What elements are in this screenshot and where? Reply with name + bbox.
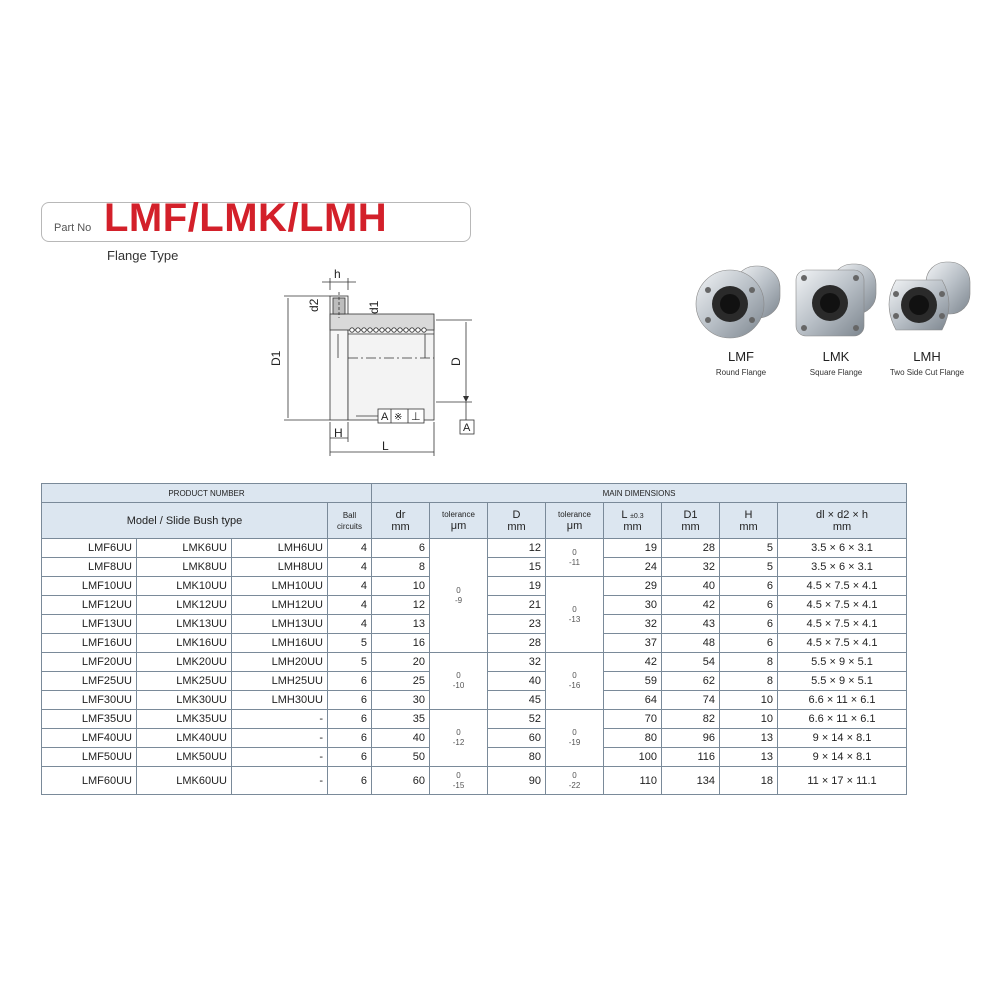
col-L-unit: mm xyxy=(623,520,642,533)
tol-upper: 0 xyxy=(456,671,461,680)
tol-lower: -12 xyxy=(452,738,465,747)
col-L xyxy=(604,503,662,539)
cell-D: 23 xyxy=(488,615,546,634)
cell-bolt-hole: 5.5 × 9 × 5.1 xyxy=(778,672,907,691)
cell-L: 24 xyxy=(604,558,662,577)
tol-upper: 0 xyxy=(572,671,577,680)
cell-D1: 62 xyxy=(662,672,720,691)
cell-D: 32 xyxy=(488,653,546,672)
cell-bolt-hole: 4.5 × 7.5 × 4.1 xyxy=(778,596,907,615)
part-number-title: LMF/LMK/LMH xyxy=(104,196,388,240)
cell-H: 6 xyxy=(720,596,778,615)
cell-ball-circuits: 6 xyxy=(328,672,372,691)
cell-D-tolerance xyxy=(546,577,604,653)
cell-H: 6 xyxy=(720,577,778,596)
tol-lower: -15 xyxy=(452,780,465,790)
cell-L: 80 xyxy=(604,729,662,748)
col-tol2-label: tolerance xyxy=(558,510,591,519)
cell-ball-circuits: 4 xyxy=(328,558,372,577)
cell-bolt-hole: 6.6 × 11 × 6.1 xyxy=(778,710,907,729)
tol-frame-datum: A xyxy=(381,411,389,423)
cell-D: 80 xyxy=(488,748,546,767)
cell-dr: 8 xyxy=(372,558,430,577)
cell-bolt-hole: 5.5 × 9 × 5.1 xyxy=(778,653,907,672)
tol-upper: 0 xyxy=(572,547,577,557)
cell-lmh-model: - xyxy=(232,729,328,748)
cell-lmk-model: LMK30UU xyxy=(137,691,232,710)
product-lmf-desc: Round Flange xyxy=(715,368,767,377)
cell-H: 13 xyxy=(720,729,778,748)
cell-ball-circuits: 6 xyxy=(328,691,372,710)
cell-dr-tolerance xyxy=(430,767,488,795)
tol-upper: 0 xyxy=(456,770,461,780)
cell-D1: 48 xyxy=(662,634,720,653)
cell-lmh-model: LMH12UU xyxy=(232,596,328,615)
cell-D1: 28 xyxy=(662,539,720,558)
col-bolt xyxy=(778,503,907,539)
cell-lmk-model: LMK10UU xyxy=(137,577,232,596)
cell-D: 90 xyxy=(488,767,546,795)
cell-dr: 60 xyxy=(372,767,430,795)
col-H xyxy=(720,503,778,539)
col-dr xyxy=(372,503,430,539)
tol-upper: 0 xyxy=(572,604,577,614)
cell-lmk-model: LMK50UU xyxy=(137,748,232,767)
cell-lmf-model: LMF60UU xyxy=(42,767,137,795)
tol-lower: -22 xyxy=(568,780,581,790)
cell-D: 19 xyxy=(488,577,546,596)
cell-L: 30 xyxy=(604,596,662,615)
cell-D: 15 xyxy=(488,558,546,577)
cell-D: 40 xyxy=(488,672,546,691)
group-product-number: PRODUCT NUMBER xyxy=(42,484,372,503)
col-H-label: H xyxy=(744,508,753,521)
col-H-unit: mm xyxy=(739,520,758,533)
col-dr-label: dr xyxy=(395,508,406,521)
col-model: Model / Slide Bush type xyxy=(42,503,328,539)
cell-dr: 35 xyxy=(372,710,430,729)
cell-dr-tolerance xyxy=(430,710,488,767)
cell-lmk-model: LMK6UU xyxy=(137,539,232,558)
tol-lower: -11 xyxy=(569,557,580,567)
product-lmf-name: LMF xyxy=(728,349,754,364)
cell-D1: 43 xyxy=(662,615,720,634)
cell-ball-circuits: 4 xyxy=(328,539,372,558)
cell-H: 18 xyxy=(720,767,778,795)
dim-d2-label: d2 xyxy=(307,298,321,312)
product-lmk-name: LMK xyxy=(822,349,850,364)
table-row xyxy=(42,539,907,558)
cell-ball-circuits: 5 xyxy=(328,634,372,653)
cell-L: 70 xyxy=(604,710,662,729)
cell-L: 59 xyxy=(604,672,662,691)
col-tol1-label: tolerance xyxy=(442,510,475,519)
col-tol1-unit: μm xyxy=(450,520,467,532)
cell-dr: 13 xyxy=(372,615,430,634)
col-L-label: L xyxy=(621,508,628,521)
tol-lower: -16 xyxy=(568,681,581,690)
cell-ball-circuits: 4 xyxy=(328,615,372,634)
col-bolt-unit: mm xyxy=(832,520,852,533)
cell-lmk-model: LMK25UU xyxy=(137,672,232,691)
col-dr-unit: mm xyxy=(391,520,410,533)
cell-lmh-model: LMH10UU xyxy=(232,577,328,596)
lmh-photo xyxy=(889,262,970,330)
tol-lower: -9 xyxy=(454,595,463,605)
dim-D-label: D xyxy=(449,357,463,366)
tol-upper: 0 xyxy=(572,770,577,780)
cell-bolt-hole: 9 × 14 × 8.1 xyxy=(778,729,907,748)
cell-dr: 6 xyxy=(372,539,430,558)
cell-D-tolerance xyxy=(546,653,604,710)
cell-D1: 42 xyxy=(662,596,720,615)
cell-D: 28 xyxy=(488,634,546,653)
cell-H: 8 xyxy=(720,672,778,691)
cell-D1: 96 xyxy=(662,729,720,748)
table-row xyxy=(42,710,907,729)
drawing-body xyxy=(348,320,434,420)
cell-dr: 10 xyxy=(372,577,430,596)
cell-lmf-model: LMF25UU xyxy=(42,672,137,691)
cell-lmf-model: LMF12UU xyxy=(42,596,137,615)
cell-lmh-model: LMH25UU xyxy=(232,672,328,691)
table-body xyxy=(42,539,907,795)
col-ball-circuits: Ball circuits xyxy=(328,503,372,539)
table-row xyxy=(42,767,907,795)
tol-frame-symbol: ⊥ xyxy=(411,411,421,423)
cell-bolt-hole: 3.5 × 6 × 3.1 xyxy=(778,558,907,577)
cell-bolt-hole: 6.6 × 11 × 6.1 xyxy=(778,691,907,710)
product-lmk-desc: Square Flange xyxy=(809,368,863,377)
tol-upper: 0 xyxy=(456,728,461,737)
cell-D1: 32 xyxy=(662,558,720,577)
cell-dr: 40 xyxy=(372,729,430,748)
group-main-dimensions: MAIN DIMENSIONS xyxy=(372,484,907,503)
spec-table xyxy=(41,483,907,795)
col-tol2 xyxy=(546,503,604,539)
cell-ball-circuits: 6 xyxy=(328,767,372,795)
product-lmh-name: LMH xyxy=(913,349,941,364)
cell-D-tolerance xyxy=(546,767,604,795)
cell-D1: 40 xyxy=(662,577,720,596)
cell-lmh-model: LMH16UU xyxy=(232,634,328,653)
dim-d1-label: d1 xyxy=(367,300,381,314)
col-D1 xyxy=(662,503,720,539)
cell-dr: 50 xyxy=(372,748,430,767)
cell-lmk-model: LMK60UU xyxy=(137,767,232,795)
lmk-photo xyxy=(796,264,876,336)
tol-lower: -10 xyxy=(452,681,465,690)
cell-L: 32 xyxy=(604,615,662,634)
cell-ball-circuits: 4 xyxy=(328,577,372,596)
cell-lmf-model: LMF40UU xyxy=(42,729,137,748)
cell-lmf-model: LMF35UU xyxy=(42,710,137,729)
dim-H-label: H xyxy=(334,426,343,440)
cell-D1: 74 xyxy=(662,691,720,710)
product-photos xyxy=(690,258,980,350)
cell-L: 100 xyxy=(604,748,662,767)
cell-lmh-model: LMH30UU xyxy=(232,691,328,710)
table-row xyxy=(42,653,907,672)
col-D-unit: mm xyxy=(507,520,526,533)
part-number-label: Part No xyxy=(54,222,92,234)
cell-lmk-model: LMK20UU xyxy=(137,653,232,672)
col-D1-unit: mm xyxy=(681,520,700,533)
cell-dr: 20 xyxy=(372,653,430,672)
cell-lmf-model: LMF30UU xyxy=(42,691,137,710)
col-L-sub: ±0.3 xyxy=(630,512,644,520)
cell-ball-circuits: 6 xyxy=(328,710,372,729)
cell-dr: 25 xyxy=(372,672,430,691)
col-tol1 xyxy=(430,503,488,539)
lmf-photo xyxy=(696,266,780,338)
cell-H: 5 xyxy=(720,539,778,558)
cell-dr: 12 xyxy=(372,596,430,615)
col-D1-label: D1 xyxy=(683,508,698,521)
cell-H: 6 xyxy=(720,634,778,653)
cell-D1: 82 xyxy=(662,710,720,729)
cell-ball-circuits: 6 xyxy=(328,729,372,748)
dim-h-label: h xyxy=(334,267,341,281)
cell-lmh-model: - xyxy=(232,710,328,729)
cell-H: 5 xyxy=(720,558,778,577)
cell-lmk-model: LMK40UU xyxy=(137,729,232,748)
flange-bushing-drawing xyxy=(260,262,490,462)
col-bolt-label: dl × d2 × h xyxy=(816,508,869,521)
cell-dr: 16 xyxy=(372,634,430,653)
cell-lmf-model: LMF6UU xyxy=(42,539,137,558)
cell-lmh-model: - xyxy=(232,767,328,795)
cell-ball-circuits: 4 xyxy=(328,596,372,615)
cell-H: 10 xyxy=(720,710,778,729)
cell-lmk-model: LMK13UU xyxy=(137,615,232,634)
cell-D1: 134 xyxy=(662,767,720,795)
cell-ball-circuits: 6 xyxy=(328,748,372,767)
cell-bolt-hole: 11 × 17 × 11.1 xyxy=(778,767,907,795)
cell-lmh-model: - xyxy=(232,748,328,767)
cell-D1: 54 xyxy=(662,653,720,672)
product-lmh-desc: Two Side Cut Flange xyxy=(889,368,965,377)
cell-lmf-model: LMF16UU xyxy=(42,634,137,653)
cell-D: 12 xyxy=(488,539,546,558)
cell-lmf-model: LMF8UU xyxy=(42,558,137,577)
tol-lower: -19 xyxy=(568,738,581,747)
datum-label: A xyxy=(463,422,471,434)
cell-lmk-model: LMK12UU xyxy=(137,596,232,615)
col-D-label: D xyxy=(512,508,521,521)
cell-lmf-model: LMF20UU xyxy=(42,653,137,672)
cell-lmh-model: LMH20UU xyxy=(232,653,328,672)
cell-L: 42 xyxy=(604,653,662,672)
cell-lmf-model: LMF13UU xyxy=(42,615,137,634)
cell-D: 21 xyxy=(488,596,546,615)
tol-upper: 0 xyxy=(456,585,461,595)
cell-ball-circuits: 5 xyxy=(328,653,372,672)
cell-bolt-hole: 9 × 14 × 8.1 xyxy=(778,748,907,767)
tol-frame-mark: ※ xyxy=(394,412,403,423)
cell-H: 13 xyxy=(720,748,778,767)
cell-D: 45 xyxy=(488,691,546,710)
cell-L: 19 xyxy=(604,539,662,558)
cell-D1: 116 xyxy=(662,748,720,767)
col-tol2-unit: μm xyxy=(566,520,583,532)
cell-H: 10 xyxy=(720,691,778,710)
cell-bolt-hole: 4.5 × 7.5 × 4.1 xyxy=(778,615,907,634)
dim-L-label: L xyxy=(382,439,389,453)
cell-dr-tolerance xyxy=(430,653,488,710)
cell-lmk-model: LMK16UU xyxy=(137,634,232,653)
cell-H: 8 xyxy=(720,653,778,672)
tol-lower: -13 xyxy=(568,614,581,624)
dim-D1-label: D1 xyxy=(269,350,283,366)
cell-L: 29 xyxy=(604,577,662,596)
cell-dr-tolerance xyxy=(430,539,488,653)
page-subtitle: Flange Type xyxy=(107,248,179,263)
cell-lmh-model: LMH8UU xyxy=(232,558,328,577)
tol-upper: 0 xyxy=(572,728,577,737)
cell-lmk-model: LMK8UU xyxy=(137,558,232,577)
cell-H: 6 xyxy=(720,615,778,634)
cell-dr: 30 xyxy=(372,691,430,710)
cell-L: 110 xyxy=(604,767,662,795)
cell-D-tolerance xyxy=(546,710,604,767)
cell-L: 37 xyxy=(604,634,662,653)
cell-bolt-hole: 4.5 × 7.5 × 4.1 xyxy=(778,577,907,596)
cell-bolt-hole: 3.5 × 6 × 3.1 xyxy=(778,539,907,558)
cell-lmk-model: LMK35UU xyxy=(137,710,232,729)
col-D xyxy=(488,503,546,539)
cell-bolt-hole: 4.5 × 7.5 × 4.1 xyxy=(778,634,907,653)
cell-D: 60 xyxy=(488,729,546,748)
cell-D: 52 xyxy=(488,710,546,729)
cell-lmf-model: LMF50UU xyxy=(42,748,137,767)
cell-lmh-model: LMH6UU xyxy=(232,539,328,558)
cell-D-tolerance xyxy=(546,539,604,577)
cell-lmh-model: LMH13UU xyxy=(232,615,328,634)
cell-lmf-model: LMF10UU xyxy=(42,577,137,596)
cell-L: 64 xyxy=(604,691,662,710)
